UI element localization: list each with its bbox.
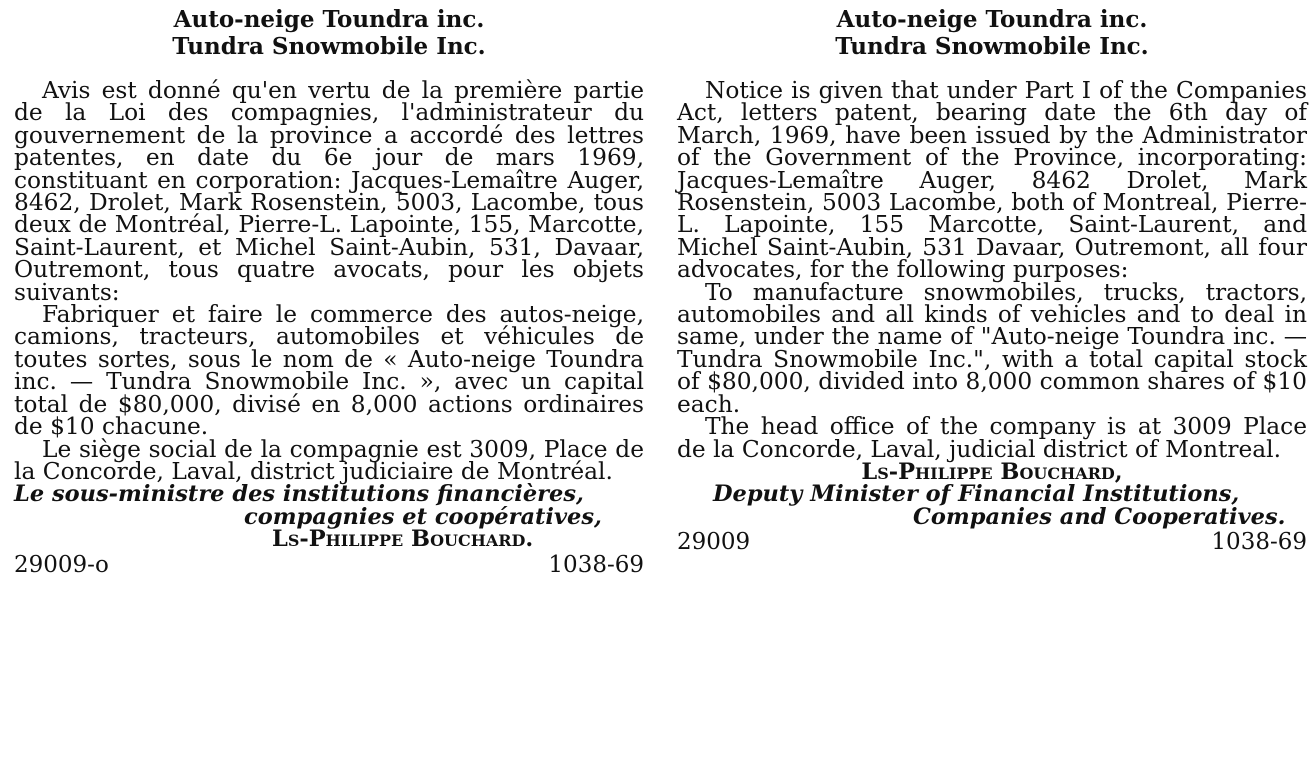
english-signature-title-line2: Companies and Cooperatives. <box>913 503 1286 530</box>
french-reference-number: 29009-o <box>14 551 109 578</box>
english-signature-name: Ls-Philippe Bouchard, <box>861 458 1123 485</box>
english-heading-line1: Auto-neige Toundra inc. <box>836 6 1148 33</box>
english-footer <box>677 530 1307 554</box>
french-footer <box>14 553 644 577</box>
english-column <box>677 0 1307 554</box>
french-signature <box>14 481 644 553</box>
french-paragraph-3: Le siège social de la compagnie est 3009, Place de la Concorde, Laval, district judiciaire de Montréal. <box>14 435 644 485</box>
french-paragraph-2: Fabriquer et faire le commerce des autos-neige, camions, tracteurs, automobiles et véhicules de toutes sortes, sous le nom de « Auto-neige Toundra inc. — Tundra Snowmobile Inc. », avec un capital total de $80,000, divisé en 8,000 actions ordinaires de $10 chacune. <box>14 301 644 441</box>
english-signature <box>677 458 1307 530</box>
french-heading-line1: Auto-neige Toundra inc. <box>173 6 485 33</box>
french-signature-title-line1: Le sous-ministre des institutions financières, <box>14 481 584 508</box>
french-signature-title-line2: compagnies et coopératives, <box>244 503 602 530</box>
french-signature-name: Ls-Philippe Bouchard. <box>272 526 534 553</box>
french-body <box>14 77 644 578</box>
english-paragraph-2: To manufacture snowmobiles, trucks, tractors, automobiles and all kinds of vehicles and to deal in same, under the name of "Auto-neige Toundra inc. — Tundra Snowmobile Inc.", with a total capital stock of $80,000, divided into 8,000 common shares of $10 each. <box>677 278 1307 418</box>
english-heading-line2: Tundra Snowmobile Inc. <box>835 33 1149 60</box>
french-heading <box>14 6 644 60</box>
french-file-number: 1038-69 <box>548 551 644 578</box>
english-file-number: 1038-69 <box>1211 529 1307 556</box>
english-paragraph-3: The head office of the company is at 3009 Place de la Concorde, Laval, judicial district of Montreal. <box>677 413 1307 463</box>
french-heading-line2: Tundra Snowmobile Inc. <box>172 33 486 60</box>
english-paragraph-1: Notice is given that under Part I of the Companies Act, letters patent, bearing date the 6th day of March, 1969, have been issued by the Administrator of the Government of the Province, incorporating: Jacques-Lemaître Auger, 8462 Drolet, Mark Rosenstein, 5003 Lacombe, both of Montreal, Pierre-L. Lapointe, 155 Marcotte, Saint-Laurent, and Michel Saint-Aubin, 531 Davaar, Outremont, all four advocates, for the following purposes: <box>677 77 1307 284</box>
french-column <box>14 0 644 577</box>
english-signature-title-line1: Deputy Minister of Financial Institutions, <box>713 481 1240 508</box>
english-reference-number: 29009 <box>677 529 751 556</box>
french-paragraph-1: Avis est donné qu'en vertu de la première partie de la Loi des compagnies, l'administrateur du gouvernement de la province a accordé des lettres patentes, en date du 6e jour de mars 1969, constituant en corporation: Jacques-Lemaître Auger, 8462, Drolet, Mark Rosenstein, 5003, Lacombe, tous deux de Montréal, Pierre-L. Lapointe, 155, Marcotte, Saint-Laurent, et Michel Saint-Aubin, 531, Davaar, Outremont, tous quatre avocats, pour les objets suivants: <box>14 77 644 306</box>
english-heading <box>677 6 1307 60</box>
english-body <box>677 77 1307 556</box>
